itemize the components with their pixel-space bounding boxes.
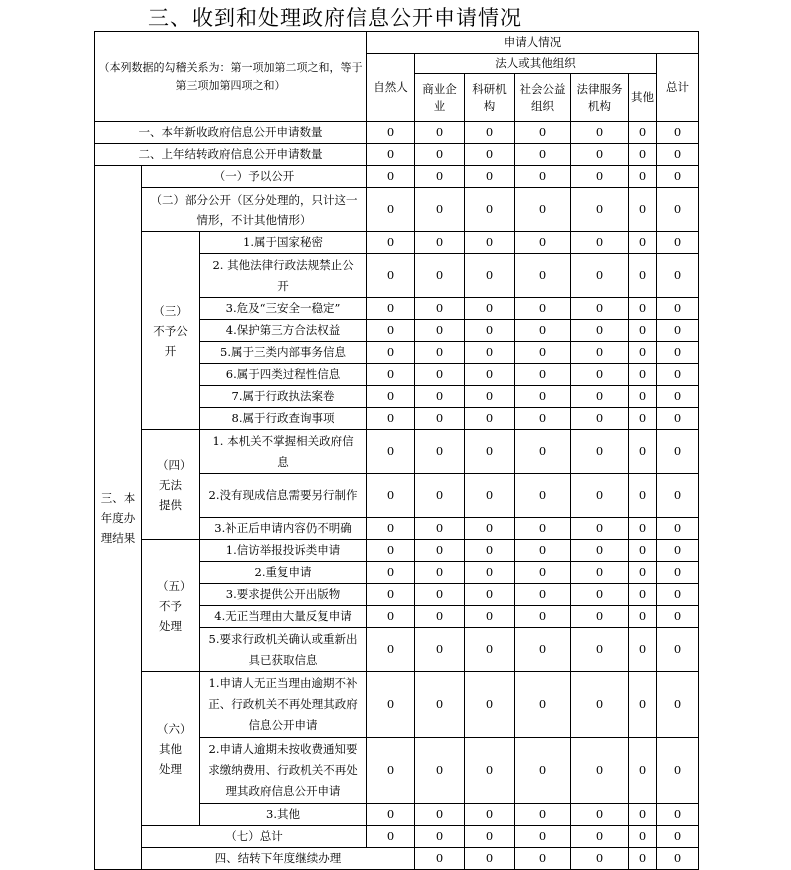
value-cell: 0 (367, 804, 415, 826)
value-cell: 0 (571, 606, 629, 628)
group-label: （四）无法提供 (142, 430, 200, 540)
value-cell: 0 (367, 430, 415, 474)
row-label: 1.信访举报投诉类申请 (200, 540, 367, 562)
value-cell: 0 (571, 408, 629, 430)
value-cell: 0 (415, 386, 465, 408)
value-cell: 0 (367, 188, 415, 232)
value-cell: 0 (629, 672, 657, 738)
value-cell: 0 (367, 540, 415, 562)
value-cell: 0 (515, 188, 571, 232)
value-cell: 0 (515, 430, 571, 474)
value-cell: 0 (465, 320, 515, 342)
value-cell: 0 (465, 518, 515, 540)
row-label: 3.其他 (200, 804, 367, 826)
value-cell: 0 (515, 540, 571, 562)
row-label: 1.属于国家秘密 (200, 232, 367, 254)
row-label: 一、本年新收政府信息公开申请数量 (95, 122, 367, 144)
row-label: 8.属于行政查询事项 (200, 408, 367, 430)
value-cell: 0 (657, 584, 699, 606)
value-cell: 0 (415, 320, 465, 342)
value-cell: 0 (571, 122, 629, 144)
value-cell: 0 (367, 232, 415, 254)
value-cell: 0 (415, 804, 465, 826)
value-cell: 0 (629, 408, 657, 430)
value-cell: 0 (367, 606, 415, 628)
value-cell: 0 (415, 606, 465, 628)
value-cell: 0 (367, 408, 415, 430)
value-cell: 0 (515, 408, 571, 430)
value-cell: 0 (465, 848, 515, 870)
row-label: 3.要求提供公开出版物 (200, 584, 367, 606)
value-cell: 0 (571, 144, 629, 166)
value-cell: 0 (571, 804, 629, 826)
value-cell: 0 (415, 738, 465, 804)
value-cell: 0 (629, 826, 657, 848)
value-cell: 0 (629, 518, 657, 540)
value-cell: 0 (571, 474, 629, 518)
value-cell: 0 (515, 232, 571, 254)
applicant-header: 申请人情况 (367, 32, 699, 54)
value-cell: 0 (629, 738, 657, 804)
value-cell: 0 (465, 386, 515, 408)
value-cell: 0 (515, 474, 571, 518)
row-label: 2.重复申请 (200, 562, 367, 584)
value-cell: 0 (657, 518, 699, 540)
value-cell: 0 (367, 474, 415, 518)
value-cell: 0 (367, 144, 415, 166)
value-cell: 0 (515, 518, 571, 540)
value-cell: 0 (367, 562, 415, 584)
table-row (95, 826, 699, 848)
row-label: 7.属于行政执法案卷 (200, 386, 367, 408)
social-header: 社会公益组织 (515, 74, 571, 122)
value-cell: 0 (629, 122, 657, 144)
value-cell: 0 (515, 364, 571, 386)
value-cell: 0 (367, 386, 415, 408)
value-cell: 0 (571, 254, 629, 298)
value-cell: 0 (657, 474, 699, 518)
value-cell: 0 (571, 826, 629, 848)
value-cell: 0 (515, 848, 571, 870)
value-cell: 0 (367, 672, 415, 738)
value-cell: 0 (657, 320, 699, 342)
value-cell: 0 (629, 386, 657, 408)
value-cell: 0 (415, 408, 465, 430)
value-cell: 0 (415, 628, 465, 672)
value-cell: 0 (465, 408, 515, 430)
value-cell: 0 (629, 628, 657, 672)
value-cell: 0 (515, 298, 571, 320)
value-cell: 0 (629, 298, 657, 320)
row-label: 1. 本机关不掌握相关政府信息 (200, 430, 367, 474)
value-cell: 0 (415, 232, 465, 254)
value-cell: 0 (571, 430, 629, 474)
commercial-header: 商业企业 (415, 74, 465, 122)
value-cell: 0 (515, 584, 571, 606)
value-cell: 0 (571, 386, 629, 408)
row-label: （二）部分公开（区分处理的，只计这一情形，不计其他情形） (142, 188, 367, 232)
value-cell: 0 (367, 738, 415, 804)
value-cell: 0 (465, 738, 515, 804)
value-cell: 0 (367, 518, 415, 540)
value-cell: 0 (415, 298, 465, 320)
value-cell: 0 (571, 584, 629, 606)
info-disclosure-table (94, 31, 699, 870)
value-cell: 0 (515, 166, 571, 188)
value-cell: 0 (465, 606, 515, 628)
value-cell: 0 (629, 188, 657, 232)
value-cell: 0 (571, 320, 629, 342)
value-cell: 0 (515, 144, 571, 166)
value-cell: 0 (515, 122, 571, 144)
table-row (95, 144, 699, 166)
value-cell: 0 (415, 364, 465, 386)
value-cell: 0 (629, 804, 657, 826)
value-cell: 0 (571, 738, 629, 804)
value-cell: 0 (629, 342, 657, 364)
value-cell: 0 (465, 562, 515, 584)
value-cell: 0 (465, 342, 515, 364)
row-label: 6.属于四类过程性信息 (200, 364, 367, 386)
legal-group-header: 法人或其他组织 (415, 54, 657, 74)
value-cell: 0 (571, 166, 629, 188)
value-cell: 0 (657, 122, 699, 144)
value-cell: 0 (515, 672, 571, 738)
value-cell: 0 (367, 364, 415, 386)
value-cell: 0 (415, 430, 465, 474)
value-cell: 0 (629, 584, 657, 606)
value-cell: 0 (629, 848, 657, 870)
value-cell: 0 (465, 364, 515, 386)
table-row (95, 188, 699, 232)
value-cell: 0 (657, 298, 699, 320)
row-label: 四、结转下年度继续办理 (142, 848, 415, 870)
row-label: 3.危及“三安全一稳定” (200, 298, 367, 320)
value-cell: 0 (515, 342, 571, 364)
row-label: 3.补正后申请内容仍不明确 (200, 518, 367, 540)
value-cell: 0 (367, 826, 415, 848)
table-row (95, 540, 699, 562)
natural-person-header: 自然人 (367, 54, 415, 122)
table-row (95, 672, 699, 738)
value-cell: 0 (367, 320, 415, 342)
value-cell: 0 (629, 166, 657, 188)
row-label: 2. 其他法律行政法规禁止公开 (200, 254, 367, 298)
value-cell: 0 (629, 540, 657, 562)
value-cell: 0 (367, 584, 415, 606)
value-cell: 0 (465, 188, 515, 232)
value-cell: 0 (657, 144, 699, 166)
value-cell: 0 (465, 474, 515, 518)
value-cell: 0 (657, 166, 699, 188)
value-cell: 0 (571, 848, 629, 870)
value-cell: 0 (415, 518, 465, 540)
total-header: 总计 (657, 54, 699, 122)
value-cell: 0 (415, 144, 465, 166)
page-title: 三、收到和处理政府信息公开申请情况 (148, 6, 522, 30)
value-cell: 0 (415, 826, 465, 848)
value-cell: 0 (571, 232, 629, 254)
research-header: 科研机构 (465, 74, 515, 122)
value-cell: 0 (367, 166, 415, 188)
value-cell: 0 (629, 232, 657, 254)
group-label: （五）不予处理 (142, 540, 200, 672)
value-cell: 0 (515, 804, 571, 826)
value-cell: 0 (657, 628, 699, 672)
value-cell: 0 (657, 540, 699, 562)
value-cell: 0 (515, 254, 571, 298)
row-label: （七）总计 (142, 826, 367, 848)
value-cell: 0 (465, 122, 515, 144)
value-cell: 0 (657, 232, 699, 254)
value-cell: 0 (657, 430, 699, 474)
row-label: 5.要求行政机关确认或重新出具已获取信息 (200, 628, 367, 672)
value-cell: 0 (415, 848, 465, 870)
value-cell: 0 (571, 298, 629, 320)
value-cell: 0 (571, 518, 629, 540)
value-cell: 0 (657, 606, 699, 628)
value-cell: 0 (515, 386, 571, 408)
value-cell: 0 (515, 562, 571, 584)
value-cell: 0 (415, 562, 465, 584)
value-cell: 0 (415, 474, 465, 518)
row-label: 1.申请人无正当理由逾期不补正、行政机关不再处理其政府信息公开申请 (200, 672, 367, 738)
value-cell: 0 (657, 826, 699, 848)
value-cell: 0 (415, 122, 465, 144)
other-header: 其他 (629, 74, 657, 122)
value-cell: 0 (465, 540, 515, 562)
value-cell: 0 (465, 254, 515, 298)
row-label: 4.无正当理由大量反复申请 (200, 606, 367, 628)
value-cell: 0 (465, 144, 515, 166)
value-cell: 0 (629, 474, 657, 518)
value-cell: 0 (657, 188, 699, 232)
value-cell: 0 (571, 342, 629, 364)
row-label: 二、上年结转政府信息公开申请数量 (95, 144, 367, 166)
value-cell: 0 (657, 408, 699, 430)
value-cell: 0 (515, 738, 571, 804)
value-cell: 0 (657, 562, 699, 584)
table-row (95, 122, 699, 144)
value-cell: 0 (657, 738, 699, 804)
row-label: 2.没有现成信息需要另行制作 (200, 474, 367, 518)
value-cell: 0 (465, 166, 515, 188)
value-cell: 0 (657, 672, 699, 738)
value-cell: 0 (465, 826, 515, 848)
value-cell: 0 (415, 188, 465, 232)
header-row (95, 32, 699, 54)
value-cell: 0 (515, 320, 571, 342)
value-cell: 0 (657, 804, 699, 826)
value-cell: 0 (629, 430, 657, 474)
group-label: （六）其他处理 (142, 672, 200, 826)
value-cell: 0 (657, 364, 699, 386)
value-cell: 0 (415, 254, 465, 298)
table-row (95, 232, 699, 254)
checksum-note: （本列数据的勾稽关系为：第一项加第二项之和，等于第三项加第四项之和） (95, 32, 367, 122)
value-cell: 0 (629, 144, 657, 166)
value-cell: 0 (571, 364, 629, 386)
value-cell: 0 (571, 540, 629, 562)
value-cell: 0 (367, 254, 415, 298)
value-cell: 0 (367, 628, 415, 672)
value-cell: 0 (657, 386, 699, 408)
value-cell: 0 (629, 562, 657, 584)
value-cell: 0 (465, 672, 515, 738)
value-cell: 0 (415, 584, 465, 606)
section-three-label: 三、本年度办理结果 (95, 166, 142, 870)
table-row (95, 430, 699, 474)
value-cell: 0 (465, 430, 515, 474)
table-row (95, 848, 699, 870)
value-cell: 0 (629, 606, 657, 628)
value-cell: 0 (515, 606, 571, 628)
value-cell: 0 (465, 628, 515, 672)
value-cell: 0 (515, 628, 571, 672)
value-cell: 0 (629, 254, 657, 298)
value-cell: 0 (571, 562, 629, 584)
legal-service-header: 法律服务机构 (571, 74, 629, 122)
value-cell: 0 (465, 584, 515, 606)
value-cell: 0 (571, 628, 629, 672)
value-cell: 0 (367, 342, 415, 364)
value-cell: 0 (657, 848, 699, 870)
value-cell: 0 (415, 672, 465, 738)
row-label: 5.属于三类内部事务信息 (200, 342, 367, 364)
value-cell: 0 (571, 188, 629, 232)
value-cell: 0 (415, 166, 465, 188)
value-cell: 0 (629, 320, 657, 342)
value-cell: 0 (367, 122, 415, 144)
value-cell: 0 (465, 232, 515, 254)
value-cell: 0 (415, 540, 465, 562)
row-label: 2.申请人逾期未按收费通知要求缴纳费用、行政机关不再处理其政府信息公开申请 (200, 738, 367, 804)
table-row (95, 166, 699, 188)
row-label: 4.保护第三方合法权益 (200, 320, 367, 342)
row-label: （一）予以公开 (142, 166, 367, 188)
value-cell: 0 (629, 364, 657, 386)
value-cell: 0 (657, 342, 699, 364)
value-cell: 0 (571, 672, 629, 738)
value-cell: 0 (465, 804, 515, 826)
value-cell: 0 (367, 298, 415, 320)
value-cell: 0 (465, 298, 515, 320)
group-label: （三）不予公开 (142, 232, 200, 430)
value-cell: 0 (657, 254, 699, 298)
value-cell: 0 (415, 342, 465, 364)
value-cell: 0 (515, 826, 571, 848)
